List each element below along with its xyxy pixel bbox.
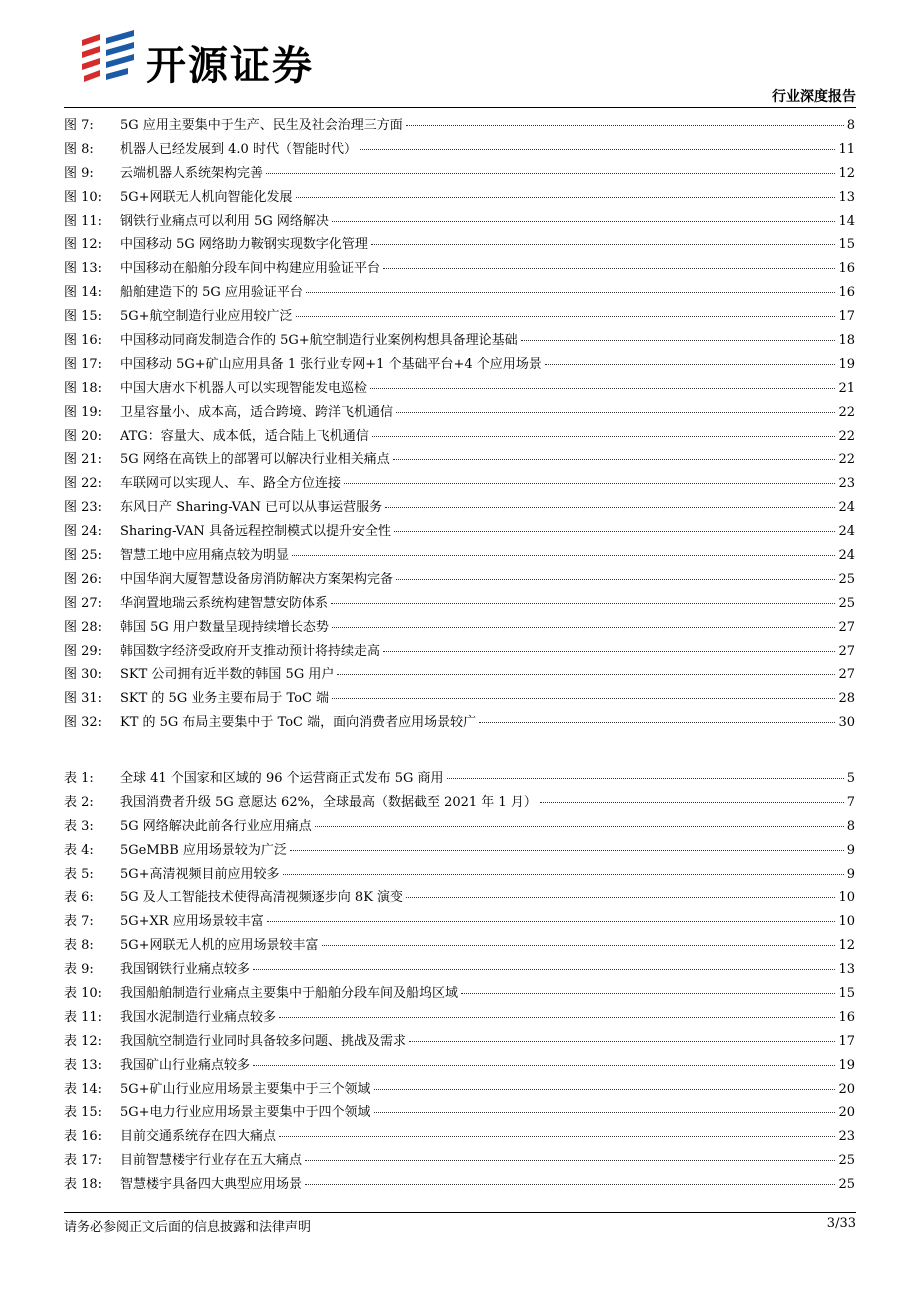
- entry-page-number: 7: [846, 794, 855, 810]
- entry-title: 5G+XR 应用场景较丰富: [120, 914, 264, 930]
- entry-title: 智慧楼宇具备四大典型应用场景: [120, 1177, 303, 1193]
- entry-page-number: 10: [838, 890, 855, 906]
- entry-label: 图 32:: [64, 715, 103, 731]
- entry-label: 图 13:: [64, 261, 103, 277]
- entry-page-number: 23: [838, 476, 855, 492]
- entry-page-number: 18: [838, 333, 855, 349]
- dot-leader: [360, 148, 836, 150]
- entry-title: KT 的 5G 布局主要集中于 ToC 端，面向消费者应用场景较广: [120, 715, 477, 731]
- dot-leader: [305, 1183, 835, 1185]
- figure-entry[interactable]: [64, 544, 855, 568]
- dot-leader: [253, 1064, 835, 1066]
- table-index-list: [64, 767, 855, 1197]
- entry-title: 机器人已经发展到 4.0 时代（智能时代）: [120, 141, 357, 157]
- entry-title: 云端机器人系统架构完善: [120, 165, 264, 181]
- entry-label: 图 11:: [64, 213, 103, 229]
- entry-label: 图 12:: [64, 237, 103, 253]
- entry-page-number: 16: [838, 285, 855, 301]
- entry-label: 图 24:: [64, 524, 103, 540]
- dot-leader: [322, 944, 836, 946]
- entry-title: 我国船舶制造行业痛点主要集中于船舶分段车间及船坞区域: [120, 986, 459, 1002]
- header-divider: [64, 107, 856, 108]
- dot-leader: [305, 1159, 835, 1161]
- table-entry[interactable]: [64, 839, 855, 863]
- dot-leader: [306, 291, 836, 293]
- dot-leader: [396, 411, 835, 413]
- entry-page-number: 27: [838, 619, 855, 635]
- dot-leader: [296, 315, 836, 317]
- entry-label: 表 11:: [64, 1009, 103, 1025]
- entry-page-number: 20: [838, 1105, 855, 1121]
- entry-title: 卫星容量小、成本高，适合跨境、跨洋飞机通信: [120, 404, 394, 420]
- entry-title: 5G+网联无人机的应用场景较丰富: [120, 938, 319, 954]
- entry-label: 图 10:: [64, 189, 103, 205]
- entry-title: 华润置地瑞云系统构建智慧安防体系: [120, 595, 329, 611]
- dot-leader: [372, 435, 836, 437]
- entry-page-number: 9: [846, 866, 855, 882]
- entry-title: 中国移动同商发制造合作的 5G+航空制造行业案例构想具备理论基础: [120, 333, 518, 349]
- table-entry[interactable]: [64, 1173, 855, 1197]
- figure-entry[interactable]: [64, 210, 855, 234]
- entry-page-number: 5: [846, 771, 855, 786]
- dot-leader: [344, 482, 835, 484]
- entry-label: 图 31:: [64, 691, 103, 707]
- entry-title: 全球 41 个国家和区域的 96 个运营商正式发布 5G 商用: [120, 771, 444, 786]
- entry-title: 智慧工地中应用痛点较为明显: [120, 548, 290, 564]
- entry-title: 目前智慧楼宇行业存在五大痛点: [120, 1153, 303, 1169]
- entry-page-number: 10: [838, 914, 855, 930]
- entry-title: 韩国 5G 用户数量呈现持续增长态势: [120, 619, 329, 635]
- entry-page-number: 11: [838, 141, 855, 157]
- dot-leader: [279, 1016, 835, 1018]
- entry-label: 表 13:: [64, 1057, 103, 1073]
- entry-title: 我国钢铁行业痛点较多: [120, 962, 251, 978]
- figure-entry[interactable]: [64, 640, 855, 664]
- entry-title: 5G+电力行业应用场景主要集中于四个领域: [120, 1105, 371, 1121]
- entry-label: 表 5:: [64, 866, 94, 882]
- entry-label: 表 7:: [64, 914, 94, 930]
- dot-leader: [331, 602, 835, 604]
- entry-title: 5G 应用主要集中于生产、民生及社会治理三方面: [120, 118, 403, 133]
- entry-page-number: 22: [838, 404, 855, 420]
- page-number: 3/33: [826, 1216, 856, 1231]
- entry-label: 图 21:: [64, 452, 103, 468]
- entry-label: 图 17:: [64, 356, 103, 372]
- table-entry[interactable]: [64, 1054, 855, 1078]
- entry-label: 图 7:: [64, 118, 94, 133]
- entry-title: 5G+网联无人机向智能化发展: [120, 189, 293, 205]
- entry-title: ATG：容量大、成本低，适合陆上飞机通信: [120, 428, 369, 444]
- entry-page-number: 9: [846, 842, 855, 858]
- table-entry[interactable]: [64, 934, 855, 958]
- entry-label: 图 9:: [64, 165, 94, 181]
- entry-label: 表 3:: [64, 818, 94, 834]
- entry-page-number: 27: [838, 643, 855, 659]
- entry-page-number: 19: [838, 356, 855, 372]
- dot-leader: [374, 1088, 836, 1090]
- entry-label: 图 27:: [64, 595, 103, 611]
- entry-title: 中国移动 5G 网络助力鞍钢实现数字化管理: [120, 237, 368, 253]
- table-entry[interactable]: [64, 791, 855, 815]
- entry-page-number: 24: [838, 548, 855, 564]
- entry-page-number: 19: [838, 1057, 855, 1073]
- entry-page-number: 22: [838, 428, 855, 444]
- dot-leader: [332, 697, 835, 699]
- entry-label: 图 18:: [64, 380, 103, 396]
- entry-page-number: 20: [838, 1081, 855, 1097]
- entry-page-number: 23: [838, 1129, 855, 1145]
- table-entry[interactable]: [64, 1006, 855, 1030]
- table-entry[interactable]: [64, 886, 855, 910]
- entry-title: 中国移动在船舶分段车间中构建应用验证平台: [120, 261, 381, 277]
- figure-entry[interactable]: [64, 329, 855, 353]
- entry-title: 5G+高清视频目前应用较多: [120, 866, 280, 882]
- dot-leader: [374, 1111, 836, 1113]
- entry-page-number: 21: [838, 380, 855, 396]
- dot-leader: [370, 387, 835, 389]
- table-entry[interactable]: [64, 1078, 855, 1102]
- entry-title: 5GeMBB 应用场景较为广泛: [120, 842, 287, 858]
- dot-leader: [479, 721, 835, 723]
- dot-leader: [521, 339, 836, 341]
- table-entry[interactable]: [64, 958, 855, 982]
- entry-title: 我国水泥制造行业痛点较多: [120, 1009, 277, 1025]
- entry-page-number: 25: [838, 1153, 855, 1169]
- entry-title: 车联网可以实现人、车、路全方位连接: [120, 476, 342, 492]
- dot-leader: [394, 530, 836, 532]
- figure-entry[interactable]: [64, 568, 855, 592]
- entry-label: 图 14:: [64, 285, 103, 301]
- table-entry[interactable]: [64, 1149, 855, 1173]
- disclaimer-note: 请务必参阅正文后面的信息披露和法律声明: [64, 1220, 312, 1235]
- entry-label: 表 1:: [64, 771, 94, 786]
- entry-label: 图 30:: [64, 667, 103, 683]
- dot-leader: [540, 801, 844, 803]
- dot-leader: [371, 243, 836, 245]
- table-entry[interactable]: [64, 863, 855, 887]
- entry-label: 表 10:: [64, 986, 103, 1002]
- entry-page-number: 25: [838, 1177, 855, 1193]
- dot-leader: [383, 650, 835, 652]
- entry-page-number: 17: [838, 309, 855, 325]
- entry-label: 图 20:: [64, 428, 103, 444]
- figure-entry[interactable]: [64, 353, 855, 377]
- table-entry[interactable]: [64, 815, 855, 839]
- dot-leader: [290, 849, 844, 851]
- dot-leader: [279, 1135, 835, 1137]
- entry-label: 表 12:: [64, 1033, 103, 1049]
- dot-leader: [253, 968, 835, 970]
- entry-title: 我国矿山行业痛点较多: [120, 1057, 251, 1073]
- dot-leader: [337, 673, 835, 675]
- entry-label: 表 14:: [64, 1081, 103, 1097]
- entry-label: 表 6:: [64, 890, 94, 906]
- entry-label: 图 23:: [64, 500, 103, 516]
- dot-leader: [385, 506, 835, 508]
- entry-title: SKT 公司拥有近半数的韩国 5G 用户: [120, 667, 335, 683]
- entry-page-number: 12: [838, 165, 855, 181]
- dot-leader: [545, 363, 836, 365]
- dot-leader: [406, 896, 835, 898]
- figure-entry[interactable]: [64, 425, 855, 449]
- entry-page-number: 24: [838, 500, 855, 516]
- dot-leader: [383, 267, 835, 269]
- figure-entry[interactable]: [64, 472, 855, 496]
- entry-label: 表 8:: [64, 938, 94, 954]
- dot-leader: [292, 554, 835, 556]
- figure-entry[interactable]: [64, 687, 855, 711]
- table-entry[interactable]: [64, 1101, 855, 1125]
- figure-entry[interactable]: [64, 520, 855, 544]
- entry-page-number: 15: [838, 237, 855, 253]
- entry-page-number: 28: [838, 691, 855, 707]
- brand-logo-icon: [78, 28, 138, 84]
- entry-title: 5G 网络在高铁上的部署可以解决行业相关痛点: [120, 452, 390, 468]
- figure-entry[interactable]: [64, 114, 855, 138]
- entry-title: Sharing-VAN 具备远程控制模式以提升安全性: [120, 524, 391, 540]
- entry-title: 中国华润大厦智慧设备房消防解决方案架构完备: [120, 571, 394, 587]
- entry-label: 表 15:: [64, 1105, 103, 1121]
- dot-leader: [266, 172, 835, 174]
- entry-page-number: 22: [838, 452, 855, 468]
- figure-entry[interactable]: [64, 257, 855, 281]
- entry-title: 东风日产 Sharing-VAN 已可以从事运营服务: [120, 500, 383, 516]
- entry-page-number: 15: [838, 986, 855, 1002]
- figure-entry[interactable]: [64, 138, 855, 162]
- entry-label: 图 16:: [64, 333, 103, 349]
- entry-page-number: 24: [838, 524, 855, 540]
- report-type-label: 行业深度报告: [772, 89, 856, 105]
- entry-page-number: 8: [846, 118, 855, 133]
- entry-page-number: 25: [838, 571, 855, 587]
- entry-label: 表 18:: [64, 1177, 103, 1193]
- entry-title: 韩国数字经济受政府开支推动预计将持续走高: [120, 643, 381, 659]
- company-logo: [78, 28, 358, 89]
- entry-label: 图 29:: [64, 643, 103, 659]
- entry-label: 表 9:: [64, 962, 94, 978]
- entry-label: 表 16:: [64, 1129, 103, 1145]
- figure-entry[interactable]: [64, 711, 855, 735]
- entry-page-number: 8: [846, 818, 855, 834]
- brand-name: 开源证券: [146, 43, 314, 89]
- entry-label: 图 28:: [64, 619, 103, 635]
- figure-entry[interactable]: [64, 377, 855, 401]
- entry-label: 图 8:: [64, 141, 94, 157]
- entry-title: 中国移动 5G+矿山应用具备 1 张行业专网+1 个基础平台+4 个应用场景: [120, 356, 542, 372]
- table-entry[interactable]: [64, 982, 855, 1006]
- entry-title: SKT 的 5G 业务主要布局于 ToC 端: [120, 691, 330, 707]
- entry-label: 图 26:: [64, 571, 103, 587]
- entry-page-number: 12: [838, 938, 855, 954]
- entry-label: 表 17:: [64, 1153, 103, 1169]
- dot-leader: [406, 124, 844, 126]
- figure-index-list: [64, 114, 855, 735]
- dot-leader: [409, 1040, 835, 1042]
- figure-entry[interactable]: [64, 496, 855, 520]
- figure-entry[interactable]: [64, 592, 855, 616]
- entry-label: 图 25:: [64, 548, 103, 564]
- entry-label: 图 19:: [64, 404, 103, 420]
- dot-leader: [461, 992, 835, 994]
- figure-entry[interactable]: [64, 305, 855, 329]
- entry-title: 5G 网络解决此前各行业应用痛点: [120, 818, 312, 834]
- entry-page-number: 13: [838, 962, 855, 978]
- figure-entry[interactable]: [64, 233, 855, 257]
- entry-page-number: 30: [838, 715, 855, 731]
- entry-title: 5G+航空制造行业应用较广泛: [120, 309, 293, 325]
- entry-label: 图 22:: [64, 476, 103, 492]
- entry-label: 表 2:: [64, 794, 94, 810]
- dot-leader: [315, 825, 844, 827]
- figure-entry[interactable]: [64, 186, 855, 210]
- entry-title: 钢铁行业痛点可以利用 5G 网络解决: [120, 213, 329, 229]
- entry-label: 图 15:: [64, 309, 103, 325]
- dot-leader: [267, 920, 836, 922]
- entry-title: 船舶建造下的 5G 应用验证平台: [120, 285, 303, 301]
- entry-title: 目前交通系统存在四大痛点: [120, 1129, 277, 1145]
- dot-leader: [296, 196, 836, 198]
- figure-entry[interactable]: [64, 281, 855, 305]
- figure-entry[interactable]: [64, 448, 855, 472]
- dot-leader: [332, 626, 836, 628]
- entry-page-number: 16: [838, 261, 855, 277]
- entry-page-number: 25: [838, 595, 855, 611]
- dot-leader: [393, 458, 836, 460]
- entry-page-number: 14: [838, 213, 855, 229]
- entry-title: 5G+矿山行业应用场景主要集中于三个领域: [120, 1081, 371, 1097]
- entry-page-number: 13: [838, 189, 855, 205]
- figure-entry[interactable]: [64, 616, 855, 640]
- entry-page-number: 16: [838, 1009, 855, 1025]
- table-entry[interactable]: [64, 767, 855, 791]
- entry-page-number: 17: [838, 1033, 855, 1049]
- entry-label: 表 4:: [64, 842, 94, 858]
- figure-entry[interactable]: [64, 663, 855, 687]
- table-entry[interactable]: [64, 910, 855, 934]
- dot-leader: [396, 578, 835, 580]
- entry-title: 中国大唐水下机器人可以实现智能发电巡检: [120, 380, 368, 396]
- table-entry[interactable]: [64, 1125, 855, 1149]
- dot-leader: [332, 220, 836, 222]
- entry-page-number: 27: [838, 667, 855, 683]
- entry-title: 5G 及人工智能技术使得高清视频逐步向 8K 演变: [120, 890, 404, 906]
- dot-leader: [283, 873, 844, 875]
- dot-leader: [447, 777, 844, 779]
- figure-entry[interactable]: [64, 401, 855, 425]
- entry-title: 我国消费者升级 5G 意愿达 62%，全球最高（数据截至 2021 年 1 月）: [120, 794, 537, 810]
- footer-divider: [64, 1212, 856, 1213]
- entry-title: 我国航空制造行业同时具备较多问题、挑战及需求: [120, 1033, 407, 1049]
- figure-entry[interactable]: [64, 162, 855, 186]
- table-entry[interactable]: [64, 1030, 855, 1054]
